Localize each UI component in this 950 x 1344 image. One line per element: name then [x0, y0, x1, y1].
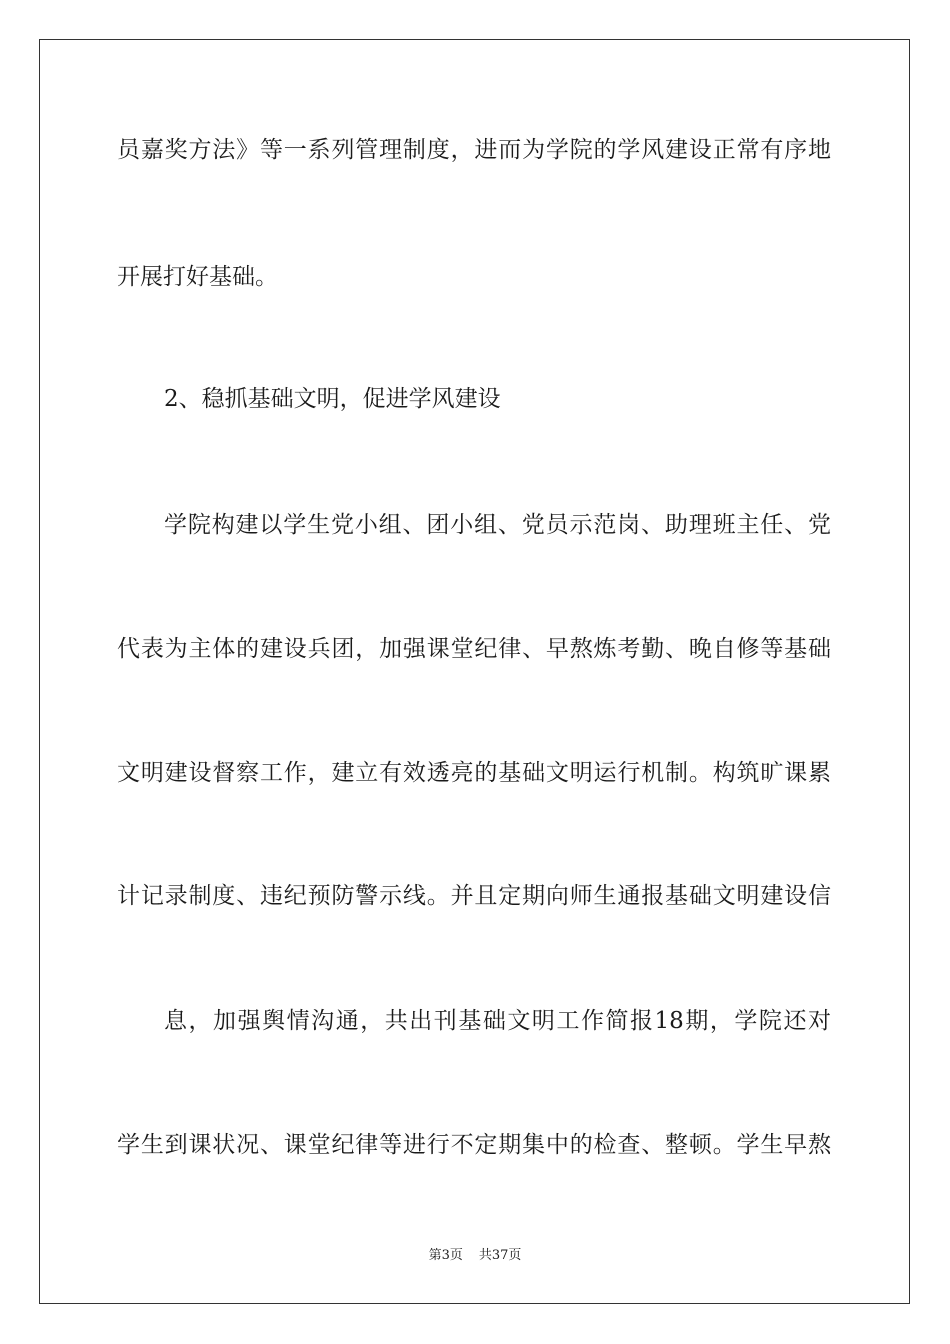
page-border — [39, 39, 910, 1304]
paragraph-line-4: 代表为主体的建设兵团，加强课堂纪律、早熬炼考勤、晚自修等基础 — [117, 636, 831, 662]
paragraph-line-3: 学院构建以学生党小组、团小组、党员示范岗、助理班主任、党 — [164, 512, 831, 538]
paragraph-line-7: 息，加强舆情沟通，共出刊基础文明工作简报18期，学院还对 — [164, 1008, 831, 1034]
page-total: 共37页 — [478, 1248, 522, 1263]
paragraph-line-2: 开展打好基础。 — [117, 264, 278, 290]
page-number: 第3页 — [428, 1248, 463, 1263]
section-heading: 2、稳抓基础文明，促进学风建设 — [164, 386, 501, 412]
paragraph-line-5: 文明建设督察工作，建立有效透亮的基础文明运行机制。构筑旷课累 — [117, 760, 831, 786]
paragraph-line-1: 员嘉奖方法》等一系列管理制度，进而为学院的学风建设正常有序地 — [117, 137, 831, 163]
paragraph-line-6: 计记录制度、违纪预防警示线。并且定期向师生通报基础文明建设信 — [117, 883, 831, 909]
paragraph-line-8: 学生到课状况、课堂纪律等进行不定期集中的检查、整顿。学生早熬 — [117, 1132, 831, 1158]
page-footer — [0, 1247, 950, 1265]
